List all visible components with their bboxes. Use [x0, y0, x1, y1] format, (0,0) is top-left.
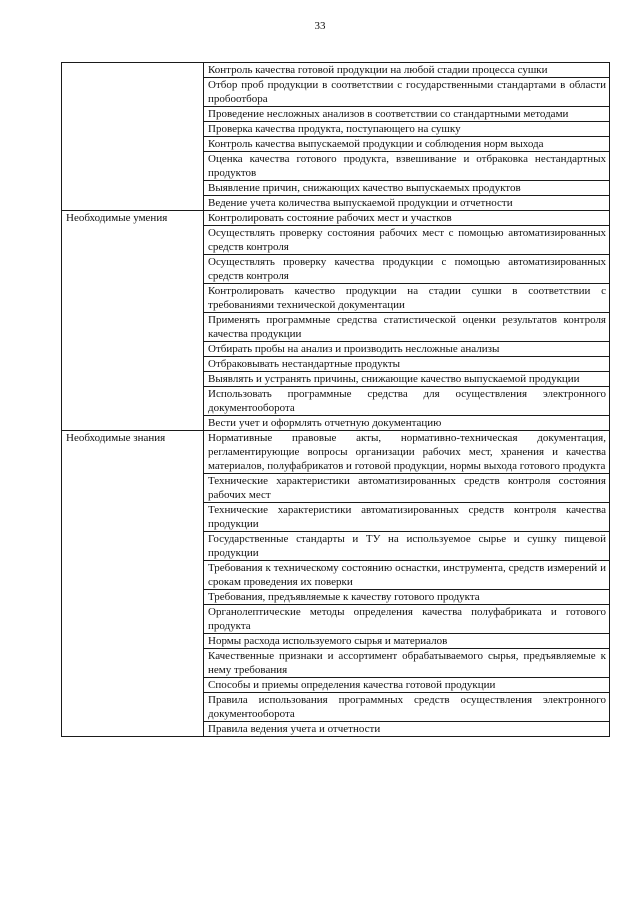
item-cell — [204, 211, 610, 226]
item-cell — [204, 722, 610, 737]
item-text: Отбирать пробы на анализ и производить несложные анализы — [208, 343, 500, 355]
item-cell — [204, 416, 610, 431]
item-cell — [204, 532, 610, 561]
item-cell — [204, 634, 610, 649]
item-text: Использовать программные средства для осуществления электронного документооборота — [208, 388, 606, 414]
item-cell — [204, 63, 610, 78]
item-cell — [204, 313, 610, 342]
item-text: Контролировать качество продукции на стадии сушки в соответствии с требованиями технической документации — [208, 285, 606, 311]
item-cell — [204, 255, 610, 284]
item-cell — [204, 107, 610, 122]
item-cell — [204, 431, 610, 474]
item-text: Выявление причин, снижающих качество выпускаемых продуктов — [208, 182, 521, 194]
item-cell — [204, 181, 610, 196]
item-text: Применять программные средства статистической оценки результатов контроля качества продукции — [208, 314, 606, 340]
item-cell — [204, 196, 610, 211]
item-cell — [204, 590, 610, 605]
item-text: Технические характеристики автоматизированных средств контроля качества продукции — [208, 504, 606, 530]
item-text: Органолептические методы определения качества полуфабриката и готового продукта — [208, 606, 606, 632]
page-number: 33 — [314, 20, 326, 32]
item-cell — [204, 357, 610, 372]
table-row — [62, 211, 610, 226]
item-text: Выявлять и устранять причины, снижающие качество выпускаемой продукции — [208, 373, 580, 385]
item-text: Контролировать состояние рабочих мест и участков — [208, 212, 452, 224]
item-cell — [204, 226, 610, 255]
item-cell — [204, 78, 610, 107]
item-cell — [204, 137, 610, 152]
item-text: Правила ведения учета и отчетности — [208, 723, 381, 735]
item-text: Осуществлять проверку состояния рабочих мест с помощью автоматизированных средств контроля — [208, 227, 606, 253]
item-text: Правила использования программных средств осуществления электронного документооборота — [208, 694, 606, 720]
category-cell: Необходимые умения — [62, 211, 204, 431]
item-text: Вести учет и оформлять отчетную документацию — [208, 417, 442, 429]
table-body — [62, 63, 610, 737]
item-text: Требования, предъявляемые к качеству готового продукта — [208, 591, 480, 603]
item-cell — [204, 122, 610, 137]
item-cell — [204, 693, 610, 722]
item-cell — [204, 372, 610, 387]
item-cell — [204, 284, 610, 313]
table-row — [62, 431, 610, 474]
item-cell — [204, 503, 610, 532]
item-text: Нормативные правовые акты, нормативно-техническая документация, регламентирующие вопросы организации рабочих мест, хранения и качества материалов, полуфабрикатов и готовой продукции, нормы выхода готового продукта — [208, 432, 606, 472]
item-text: Проведение несложных анализов в соответствии со стандартными методами — [208, 108, 569, 120]
item-text: Государственные стандарты и ТУ на используемое сырье и сушку пищевой продукции — [208, 533, 606, 559]
item-text: Отбраковывать нестандартные продукты — [208, 358, 401, 370]
item-text: Проверка качества продукта, поступающего на сушку — [208, 123, 461, 135]
competency-table — [61, 62, 610, 737]
item-text: Контроль качества готовой продукции на любой стадии процесса сушки — [208, 64, 548, 76]
item-text: Технические характеристики автоматизированных средств контроля состояния рабочих мест — [208, 475, 606, 501]
item-text: Осуществлять проверку качества продукции с помощью автоматизированных средств контроля — [208, 256, 606, 282]
item-cell — [204, 342, 610, 357]
item-cell — [204, 649, 610, 678]
table-row — [62, 63, 610, 78]
item-cell — [204, 605, 610, 634]
item-text: Контроль качества выпускаемой продукции и соблюдения норм выхода — [208, 138, 544, 150]
item-cell — [204, 678, 610, 693]
item-cell — [204, 474, 610, 503]
item-text: Нормы расхода используемого сырья и материалов — [208, 635, 448, 647]
item-text: Качественные признаки и ассортимент обрабатываемого сырья, предъявляемые к нему требования — [208, 650, 606, 676]
item-cell — [204, 387, 610, 416]
item-text: Требования к техническому состоянию оснастки, инструмента, средств измерений и срокам проведения их поверки — [208, 562, 606, 588]
item-text: Оценка качества готового продукта, взвешивание и отбраковка нестандартных продуктов — [208, 153, 606, 179]
item-text: Ведение учета количества выпускаемой продукции и отчетности — [208, 197, 513, 209]
item-text: Способы и приемы определения качества готовой продукции — [208, 679, 496, 691]
category-cell — [62, 63, 204, 211]
item-text: Отбор проб продукции в соответствии с государственными стандартами в области пробоотбора — [208, 79, 606, 105]
category-cell: Необходимые знания — [62, 431, 204, 737]
item-cell — [204, 561, 610, 590]
item-cell — [204, 152, 610, 181]
